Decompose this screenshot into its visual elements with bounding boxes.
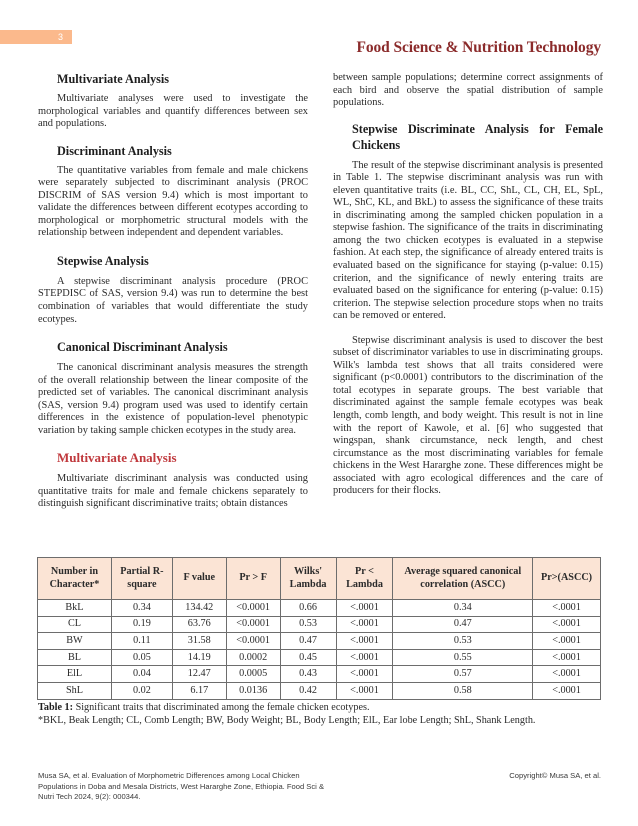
table-cell: <0.0001 [226, 600, 280, 617]
footer-copyright: Copyright© Musa SA, et al. [509, 771, 601, 780]
heading-canonical-discriminant-analysis: Canonical Discriminant Analysis [57, 340, 228, 355]
table-cell: 0.11 [111, 633, 172, 650]
table-cell: 63.76 [172, 616, 226, 633]
heading-multivariate-analysis-results: Multivariate Analysis [57, 450, 177, 466]
paragraph-canonical: The canonical discriminant analysis measures the strength of the overall relationship between the linear composite of the predicted set of variables. The canonical discriminant analysis (SAS, version 9.4) program used was used to identify certain differences in the existence of population-level phenotypic variation by taking sample chicken ecotypes in the study area. [38, 362, 308, 436]
caption-text: Significant traits that discriminated among the female chicken ecotypes. [73, 702, 370, 713]
page-number-tab [0, 30, 72, 44]
paragraph-stepwise-discussion: Stepwise discriminant analysis is used to discover the best subset of discriminator variables to use in discriminating groups. Wilk's lambda test shows that all traits considered were significant (p<0.0001) contributors to the discrimination of the total ecotypes in separate groups. The best variable that discriminated against the sample female ecotypes was beak length, comb length, and body weight. This result is not in line with the report of Kawole, et al. [6] who suggested that wingspan, shank circumstance, neck length, and chest circumstance as the most discriminating variables for female chickens in the West Hararghe zone. These differences might be associated with agro ecological differences and the care of producers for their flocks. [333, 334, 603, 497]
table-cell: <.0001 [336, 682, 393, 699]
caption-label: Table 1: [38, 702, 74, 713]
table-cell: BW [38, 633, 112, 650]
heading-multivariate-analysis: Multivariate Analysis [57, 72, 170, 86]
table-footnote: *BKL, Beak Length; CL, Comb Length; BW, Body Weight; BL, Body Length; ElL, Ear lobe Length; ShL, Shank Length. [38, 715, 536, 726]
right-column [333, 72, 603, 498]
table-cell: 0.02 [111, 682, 172, 699]
table-cell: <.0001 [533, 666, 601, 683]
table-row [38, 616, 601, 633]
table-cell: <0.0001 [226, 633, 280, 650]
table-cell: ShL [38, 682, 112, 699]
table-row [38, 682, 601, 699]
table-cell: ElL [38, 666, 112, 683]
table-cell: <.0001 [533, 649, 601, 666]
table-cell: 0.19 [111, 616, 172, 633]
paragraph-continuation: between sample populations; determine correct assignments of each bird and observe the spatial distribution of sample populations. [333, 72, 603, 109]
table-cell: 134.42 [172, 600, 226, 617]
table-cell: <.0001 [336, 616, 393, 633]
table-cell: 0.55 [393, 649, 533, 666]
table-row [38, 649, 601, 666]
table-cell: 0.34 [393, 600, 533, 617]
heading-line-1: Stepwise Discriminate Analysis for Female [352, 121, 603, 136]
paragraph-multivariate-results: Multivariate discriminant analysis was conducted using quantitative traits for male and female chickens separately to distinguish significant discriminative traits; obtain distances [38, 473, 308, 510]
paragraph-multivariate: Multivariate analyses were used to investigate the morphological variables and quantify differences between sex and populations. [38, 93, 308, 130]
table-cell: 0.0136 [226, 682, 280, 699]
table-cell: <.0001 [336, 633, 393, 650]
table-cell: <.0001 [336, 649, 393, 666]
paragraph-discriminant: The quantitative variables from female and male chickens were separately subjected to discriminant analysis (PROC DISCRIM of SAS version 9.4) which is most important to validate the differences between different ecotypes according to morphological or morphometric structural models with the relationship between independent and dependent variables. [38, 164, 308, 239]
header-number-in-character: Number in Character* [38, 558, 112, 600]
heading-stepwise-female [352, 122, 603, 136]
table-cell: 0.53 [393, 633, 533, 650]
table-cell: 0.04 [111, 666, 172, 683]
header-f-value: F value [172, 558, 226, 600]
page-number: 3 [57, 32, 63, 42]
table-cell: 6.17 [172, 682, 226, 699]
table-cell: 0.45 [280, 649, 336, 666]
footer-citation: Musa SA, et al. Evaluation of Morphometric Differences among Local Chicken Populations in Doba and Mesala Districts, West Hararghe Zone, Ethiopia. Food Sci & Nutri Tech 2024, 9(2): 000344. [38, 771, 325, 801]
table-caption [38, 701, 535, 727]
left-column [38, 72, 308, 511]
table-cell: 0.57 [393, 666, 533, 683]
table-cell: CL [38, 616, 112, 633]
results-table [37, 557, 601, 700]
table-cell: <.0001 [533, 600, 601, 617]
header-wilks-lambda: Wilks' Lambda [280, 558, 336, 600]
table-cell: 0.0002 [226, 649, 280, 666]
table-cell: <.0001 [336, 600, 393, 617]
table-cell: 14.19 [172, 649, 226, 666]
table-cell: 0.34 [111, 600, 172, 617]
paragraph-stepwise: A stepwise discriminant analysis procedure (PROC STEPDISC of SAS, version 9.4) was run to determine the best combination of variables that would differentiate the study ecotypes. [38, 275, 308, 325]
heading-discriminant-analysis: Discriminant Analysis [57, 143, 172, 158]
table-row [38, 633, 601, 650]
header-partial-r-square: Partial R-square [111, 558, 172, 600]
table-cell: 0.43 [280, 666, 336, 683]
header-pr-lambda: Pr < Lambda [336, 558, 393, 600]
header-ascc: Average squared canonical correlation (ASCC) [393, 558, 533, 600]
table-cell: 0.42 [280, 682, 336, 699]
table-cell: 0.0005 [226, 666, 280, 683]
heading-stepwise-analysis: Stepwise Analysis [57, 253, 149, 268]
table-cell: 12.47 [172, 666, 226, 683]
table-row [38, 666, 601, 683]
table-cell: 0.66 [280, 600, 336, 617]
table-cell: 0.47 [393, 616, 533, 633]
table-cell: BL [38, 649, 112, 666]
table-cell: 31.58 [172, 633, 226, 650]
paragraph-stepwise-result: The result of the stepwise discriminant analysis is presented in Table 1. The stepwise discriminant analysis was run with eleven quantitative traits (i.e. BL, CC, ShL, CL, CH, EL, SpL, WL, ShC, KL, and BkL) to assess the significance of these traits in discriminating among the sampled chicken population in a stepwise fashion. The significance of the traits in discriminating among the two chicken ecotypes is evaluated in a stepwise fashion. At each step, the significance of already entered traits is evaluated based on the significance for staying (p-value: 0.15) criterion, and the significance of newly entering traits are evaluated based on the significance for entering (p-value: 0.15) criterion. The stepwise selection procedure stops when no traits can be removed or entered. [333, 159, 603, 322]
table-row [38, 600, 601, 617]
table-cell: 0.58 [393, 682, 533, 699]
table-cell: <.0001 [533, 633, 601, 650]
journal-title: Food Science & Nutrition Technology [356, 39, 601, 56]
table-cell: BkL [38, 600, 112, 617]
table-cell: <.0001 [336, 666, 393, 683]
table-cell: 0.05 [111, 649, 172, 666]
table-cell: 0.47 [280, 633, 336, 650]
table-cell: <0.0001 [226, 616, 280, 633]
table-cell: 0.53 [280, 616, 336, 633]
header-pr-ascc: Pr>(ASCC) [533, 558, 601, 600]
header-pr-f: Pr > F [226, 558, 280, 600]
table-header-row [38, 558, 601, 600]
table-cell: <.0001 [533, 616, 601, 633]
table-cell: <.0001 [533, 682, 601, 699]
heading-stepwise-female-line2: Chickens [352, 137, 401, 152]
